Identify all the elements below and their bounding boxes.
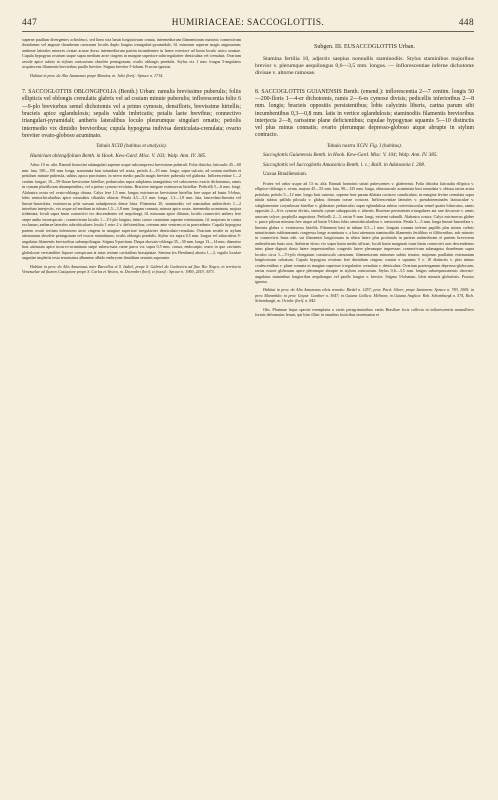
habitat-note-1: Habitat in prov. do Alto Amazonas prope Manáos, m. Julio florif.: Spruce n. 1714. [30, 72, 164, 78]
family-name: HUMIRIACEAE: [171, 18, 245, 28]
right-column [255, 37, 474, 790]
two-column-body [22, 37, 474, 790]
running-title [172, 18, 324, 28]
subgenus-description: Stamina fertilia 10, adjectis saepius nonnullis staminodiis. Stylus staminibus majoribus brevior v. plerumque aequilongus 0,6—3,5 mm. longus. — Inflorescentiae inferne dichotome divisae v. altorne ramosae. [255, 56, 474, 77]
plate-reference-1: Tabula XCIII (habitus et analysis). [96, 143, 167, 150]
running-head [22, 18, 474, 28]
plate-reference-2: Tabula nostra XCIV. Fig. I (habitus). [327, 142, 402, 149]
habitat-note-2: Habitat in prov. do Alto Amazonas inter Barcellos et S. Isabel, prope S. Gabriel da Cachoeira ad fluv. Rio Negro; in territorio Venezuelae ad flumen Casiquiare prope S. Carlos et Vasiva, m. Decembri florif. et fructif.: Spruce n. 1969, 2419, 3073. [22, 263, 241, 274]
page-number-right: 448 [458, 18, 474, 28]
left-column [22, 37, 241, 790]
species-8-description: Frutex vel arbor usque ad 13 m. alta. Ramuli hornotini striati pubescentes v. glaberrimi. Folia disticha laticaulia elliptica v. elliptico-oblonga v. ovata, majora 45—55 mm. lata, 90—135 mm. longa, obtusiuscule acuminata basi rotundata v. obtusa rarius acuta petiolata, petiolo 5—12 mm. longo basi cuneato, superne basi parum dilatata coriaceo canaliculato, in margine leviter crenulata supra nitida subtus pallida pilosula v. glabra, domum crasse coriacea. Inflorescentiae laterales v. pseudoterminales laxiusculae v. subglomeratae corymbosae hirtellae v. glabratae; pedunculus supra eglandulosa subtus convexiusculus semel quater bifurcatus, ramis oppositis 2—6-es cymose divisis, ramulis cymae suboppositis v. alternis. Bracteae persistentes triangulares aut rare decurvae v. ramis unacum calyce; prophylla angustiora. Pedicelli 2—3, rarius 8 mm. longi, extremi subnulli. Alabastra conica. Calyx extrinsecus glaber v. parce pilosus minutus fere usque ad basin 5-lobus lobis semiorbicularibus v. semiovatis. Petala 3—5 mm. longa lineari-lanceolata v. linearia glabra v. extrinsecus hirtella. Filamenta basi in tubum 0,5—1 mm. longum connata inferne papillis plus minus crebris minutissimis subbinarumis congressa longe acuminata v. a basi attenuata staminodiis filamentis fertilibus et filiformibus, sub minoris in connectivis Intus edit. sui filamentis longitorsum in altera latere plus produrala in partem antheriferam et partem breviorem antheriferam basis orta. Antherae dorso vix supra basin medio affixae; loculi basin marginati trans basin connectivi non descendentes intus plane dignoti dorso latere impressionibus congestis latere plerumque impressae; connectivum submagnus rhombeum supra loculos circa 1—1½-plo elongatum crassiusculo carnosum, filamentorum minorum subito tenuior, majorum paullatim extenuatum longitrorsum sulcatum. Cupula hypogyna ovarium fere dimidium cingens constat e squamis 5 v. 10 distinctis v. plus minus coalescentibus v. plane connata in margine superiore irregulariter crenulata v. denticulata. Ovarium praeterganum depresso-globosum, rarius exacte globosum apice plerumque abrupte in stylum contractum. Stylus 0,6—3,5 mm. longus subaequiacutensis obovato-angulatus staminibus longioribus aequilongus vel paullo longior v. brevior. Stigma 5-lobatum, lobis minutis globulosis. Fructus ignotus. [255, 180, 474, 285]
subgenus-heading: Subgen. III. EUSACCOGLOTTIS Urban. [314, 44, 415, 50]
species-8-diagnosis: 8. SACCOGLOTTIS GUIANENSIS Benth. (emend.): inflorescentia 2—7 centim. longis 50—200-floris 1—4-er dichotomis, ramis 2—6-es cymose divisis; pedicellis inferioribus 2—8 mm. longis; bracteis oppositis persistentibus; lobis calycinis liberis, carina parum sibi incumbentibus 0,3—0,8 mm. latis in vertice eglandulosis; staminodiis filamentis brevioribus interjecta 2—8, rarissime plane deficientibus; cupulae hypogynae squamis 5—10 distinctis vel plus minus connatis; ovario plerumque depresso-globoso atque abrupte in stylum contracto. [255, 88, 474, 139]
synonym-1: Humirium oblongifolium Benth. in Hook. Kew-Gard. Misc. V. 103; Walp. Ann. IV. 385. [30, 152, 207, 159]
intro-paragraph: superne paullum divergentes ochroleuci, sed linea tota basin longitrorsum ornata, intermediorum filamentorum maximi; connectivum rhombeum vel anguste rhombeum carnosum loculis duplo longius triangulari-pyramidale, fil. minorum superne magis angustatum; antherae laterales minores ovatae acutae dorso intermediorum partim incumbentes in latere exteriore ad basin loculo unico ornatae. Cupula hypogyna ovarium usque supra medium arcte cingens in margine superiore subirregulariter denticulata vel crenulata. Ovarium sessile apice subito in stylum contractum obsolete pentagonum; ovulis oblongis pendulis. Stylus vix 1 mm. longus 5-angulatus acquiescens filamentis breviorbus paullo breviter. Stigma breviter 5-lobum. Fructus ignotus. [22, 37, 241, 70]
page-number-left: 447 [22, 18, 38, 28]
observation-note: Obs. Plurimae hujus speciei exemplaria a variis peregrinatoribus variis Brasiliae locis collecta in inflorescentiis nonnullisve formis deformatas ferunt, qui hinc illinc in omnibus fruticibus inveniuntur et [255, 306, 474, 318]
species-7-description: Arbor 10 m. alta. Ramuli hornotini subangulati superne usque subcompressi brevissime puberuli. Folia disticha, laticaulis 45—60 mm. lata, 100—150 mm. longa, acuminata basi rotundata vel acuta, petiolo 4—10 mm. longo, supra sulcato, ad costam medium et petiolum minute puberula, subtus opaca parcissime, in nervo medio paullo magis breviter puberula vel glabrata. Inflorescentiae 1—2 centim. longae, 10—50-florae brevissime hirtellae; pedunculus supra subplanus triangulatus vel subconvexo exacte dichotomus, ramis in cymam plurifloram abrumpentibus, vel a primo cymoso-evolutus. Bracteae integrae extrinsecus hirtellae. Pedicelli 5—6 mm. longi. Alabastra ovata vel ovato-oblonga obtusa. Calyx fere 1,5 mm. longus extrinsecus brevissime hirtellus fere usque ad basin 5-lobus, lobis semiorbicularibus apice rotundatis ciliatulis obtusis. Petala 4,5—5,5 mm. longa, 1,3—1,8 mm. lata, lanceolato-linearia vel lineari-lanceolata, extrinsecus pilis sursum subadpressis dense hirta. Filamenta 20, staminodiis vel staminibus antheriferis 1—2 interdum interjectis, vix usque ad medium in tubum 1,5—1,8 mm. longum connata, minora apice acuta, intermedia acuminata, majora tridentata; loculi supra basin connectivi vix descendentes vel aequilongi, fil. minorum apice dilatata, loculis connectivi anthers fere saepe ambo inconspicuis ; connectivum loculis 1—1½-plo longius, intus crasse carinatum superne extenuatum, fil. majorum in carina exclusum; antherae laterales suborbiculares loculo 1 retro 2 v. deficientibus; ceterum ante ventrem ut in praecedente. Cupula hypogyna partem ovarii tertiam inferiorem arcte cingens in margine superiore irregulariter denticulato-crenulata. Ovarium sessile in stylum attenuatum obsolete pentagonum vel exacte rotundatum; ovulis oblongis pendulis. Stylus vix supra 0,5 mm. longus vel subaculeus 5-angulatus filamentis brevioribus subaequilongus. Stigma 5-partitum. Drupa obovato-oblonga 35—50 mm. longa 13—14 mm. diametro basi attenuata apice incurvo-acuminata saepe subexcisata carne parca vix supra 0,5 mm. crassa, endocarpio osseo in quo cavitates globulosae verisimiliter liquore conspicuae at intus resinae cavitatibus biaseptatae. Semina (ex Bentham) abortu 1—2, vigulis loculae anguslae impletiis testa tenuissima albumine albido embryone dimidium seminis superante. [22, 162, 241, 261]
habitat-note-3: Habitat in prov. do Alto Amazonas silvis remotis: Riedel n. 1457; prov. Pará: Silver; prope Santarem: Spruce n. 783, 1009; in prov. Maranhão: in prov. Goyaz: Gardner n. 3047; in Guiana Gallica: Mélinon; in Guiana Anglica: Rob. Schomburgk n. 574, Rich. Schomburgk, m. Octobr. florif. n. 842. [255, 287, 474, 304]
vernacular-name: Uaxua Brasiliensium. [263, 171, 308, 178]
header-rule [22, 31, 474, 32]
synonym-2: Saccoglottis Guianensis Benth. in Hook. Kew-Gard. Misc. V. 104; Walp. Ann. IV. 385. [263, 152, 438, 159]
species-7-diagnosis: 7. SACCOGLOTTIS OBLONGIFOLIA (Benth.) Urban: ramulis brevissime puberulis; foliis ellipticis vel oblongis crenulatis glabris vel ad costam minute puberulis; inflorescentia folio 6—9-plo breviorbus semel dichotomis vel a primo cymosis, densifloris, brevissime hirtellis; bracteis apice eglandulosis; sepalis valde imbricatis; petalis laete brevibus; connectivo triangulari-pyramidali; antheris lateralibus loculo pleurumque singulari ornatis; petiolis intermedio vix dimidio brevioribus; cupula hypogyna indivisa denticulata-crenulata; ovario breviter ovato-globoso acuminato. [22, 89, 241, 139]
genus-name: SACCOGLOTTIS. [246, 18, 325, 28]
synonym-3: Saccoglottis vel Saccoglottis Amazonica Benth. l. c.; Baill. in Adansonia I. 208. [263, 161, 426, 168]
